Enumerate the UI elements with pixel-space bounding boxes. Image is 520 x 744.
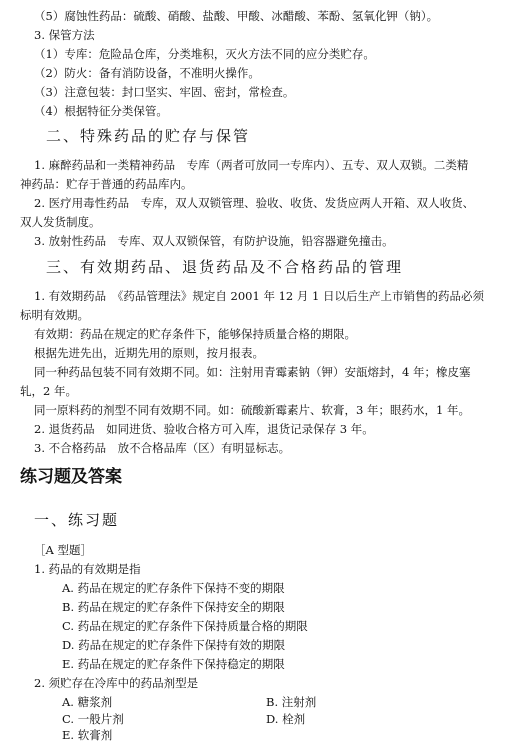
narcotics-line-2: 神药品：贮存于普通的药品库内。 (20, 177, 193, 191)
same-drug-line-1: 同一种药品包装不同有效期不同。如：注射用青霉素钠（钾）安瓿熔封，4 年；橡皮塞 (34, 365, 471, 379)
question-2-option-c: C. 一般片剂 (62, 712, 124, 726)
question-type-label: ［A 型题］ (34, 543, 92, 557)
storage-item-4: （4）根据特征分类保管。 (34, 104, 168, 118)
expiry-drugs-line-1: 1. 有效期药品 《药品管理法》规定自 2001 年 12 月 1 日以后生产上市销售的药品必须 (34, 289, 485, 303)
question-1-option-e: E. 药品在规定的贮存条件下保持稳定的期限 (62, 657, 285, 671)
question-1-option-c: C. 药品在规定的贮存条件下保持质量合格的期限 (62, 619, 308, 633)
question-1-option-a: A. 药品在规定的贮存条件下保持不变的期限 (62, 581, 285, 595)
corrosive-drugs-line: （5）腐蚀性药品：硫酸、硝酸、盐酸、甲酸、冰醋酸、苯酚、氢氧化钾（钠）。 (34, 9, 439, 23)
same-drug-line-2: 轧，2 年。 (20, 384, 77, 398)
expiry-definition-line: 有效期：药品在规定的贮存条件下，能够保持质量合格的期限。 (34, 327, 356, 341)
returned-drugs-line: 2. 退货药品 如同进货、验收合格方可入库，退货记录保存 3 年。 (34, 422, 374, 436)
toxic-drugs-line-1: 2. 医疗用毒性药品 专库，双人双锁管理、验收、收货、发货应两人开箱、双人收货、 (34, 196, 475, 210)
storage-item-2: （2）防火：备有消防设备，不准明火操作。 (34, 66, 260, 80)
narcotics-line-1: 1. 麻醉药品和一类精神药品 专库（两者可放同一专库内）、五专、双人双锁。二类精 (34, 158, 469, 172)
section-two-title: 二、特殊药品的贮存与保管 (46, 127, 251, 145)
question-2-option-e: E. 软膏剂 (62, 728, 113, 742)
exercises-title: 练习题及答案 (20, 467, 122, 487)
question-2-stem: 2. 须贮存在冷库中的药品剂型是 (34, 676, 199, 690)
question-2-option-b: B. 注射剂 (266, 695, 317, 709)
question-1-option-d: D. 药品在规定的贮存条件下保持有效的期限 (62, 638, 286, 652)
question-1-stem: 1. 药品的有效期是指 (34, 562, 141, 576)
question-2-option-a: A. 糖浆剂 (62, 695, 113, 709)
section-three-title: 三、有效期药品、退货药品及不合格药品的管理 (46, 258, 404, 276)
question-1-option-b: B. 药品在规定的贮存条件下保持安全的期限 (62, 600, 285, 614)
unqualified-drugs-line: 3. 不合格药品 放不合格品库（区）有明显标志。 (34, 441, 291, 455)
storage-item-1: （1）专库：危险品仓库，分类堆积，灭火方法不同的应分类贮存。 (34, 47, 375, 61)
expiry-drugs-line-2: 标明有效期。 (20, 308, 89, 322)
storage-methods-heading: 3. 保管方法 (34, 28, 95, 42)
question-2-option-d: D. 栓剂 (266, 712, 306, 726)
toxic-drugs-line-2: 双人发货制度。 (20, 215, 101, 229)
storage-item-3: （3）注意包装：封口坚实、牢固、密封，常检查。 (34, 85, 295, 99)
dosage-form-line: 同一原料药的剂型不同有效期不同。如：硫酸新霉素片、软膏，3 年；眼药水，1 年。 (34, 403, 470, 417)
fifo-principle-line: 根据先进先出，近期先用的原则，按月报表。 (34, 346, 264, 360)
exercises-subtitle: 一、练习题 (34, 511, 120, 529)
radioactive-drugs-line: 3. 放射性药品 专库、双人双锁保管，有防护设施，铅容器避免撞击。 (34, 234, 394, 248)
